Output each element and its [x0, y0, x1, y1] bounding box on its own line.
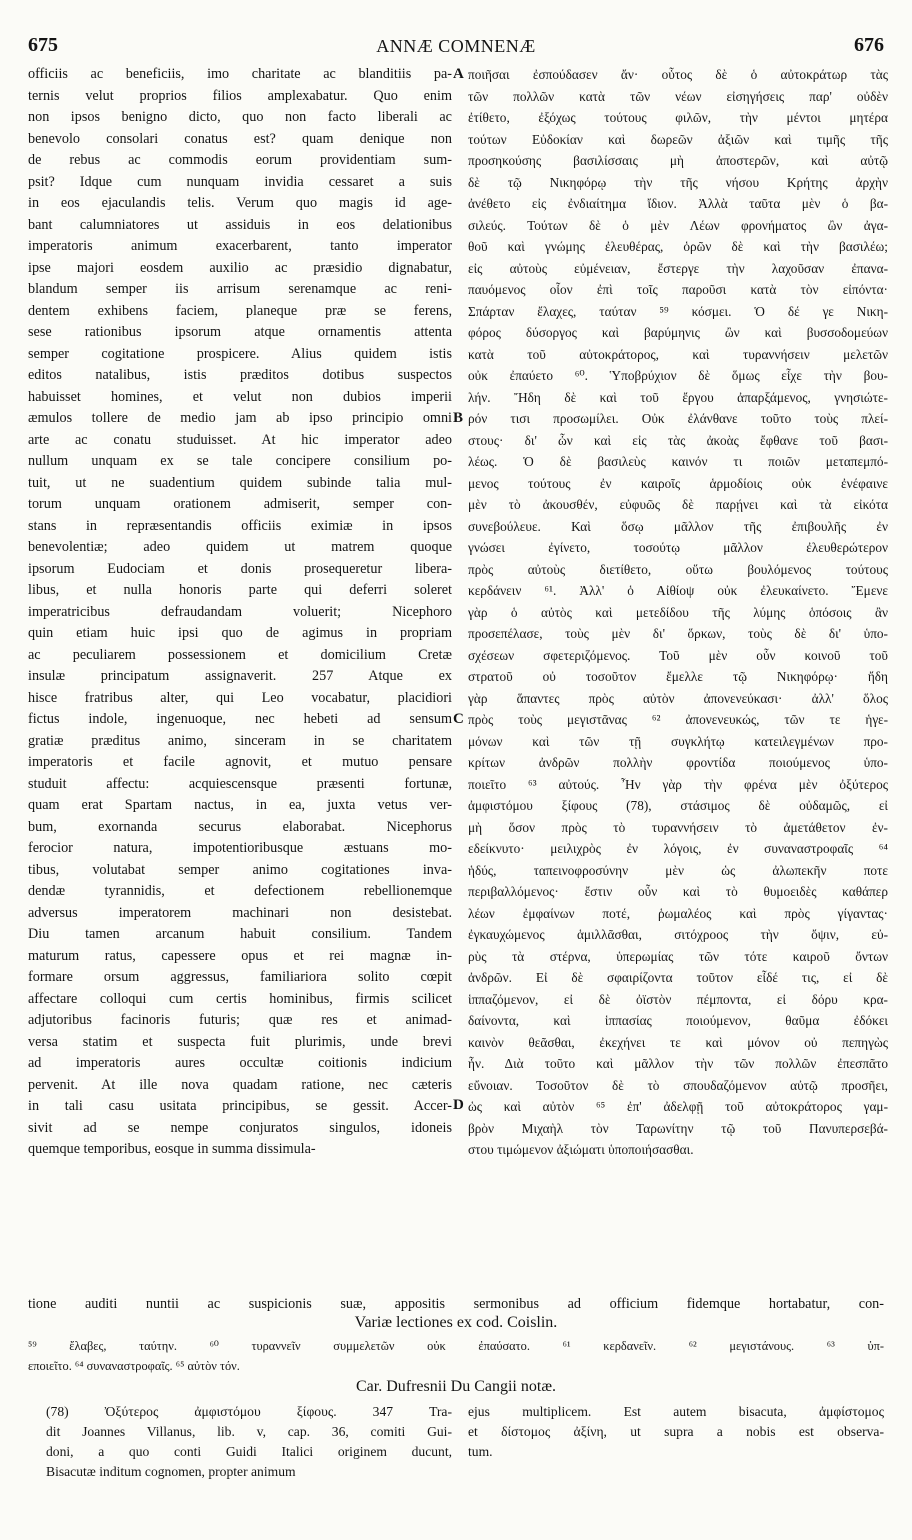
greek-lines-line: μενος τούτους ἐν καιροῖς ἁρμοδίοις οὐκ ἐνέφαινε: [468, 475, 888, 491]
greek-lines-line: ἀνδρῶν. Εἰ δὲ σφαιρίζοντα τοῦτον εἶδέ τις, εἰ δὲ: [468, 970, 888, 985]
greek-lines-line: σιλεύς. Τούτων δὲ ὁ μὲν Λέων φρονήματος ὢν ἀγα-: [468, 217, 888, 233]
greek-lines-line: ἀνέθετο εἰς ἐνδιαίτημα ἴδιον. Ἀλλὰ ταῦτα μὲν ὁ βα-: [468, 196, 888, 211]
greek-lines-line: κερδάνειν ⁶¹. Ἀλλ' ὁ Αἰθίοψ οὐκ ἐλευκαίνετο. Ἔμενε: [468, 583, 888, 598]
greek-lines-line: γὰρ ἅπαντες πρὸς αὐτὸν ἀπονενεύκασι· ἀλλ' ὅλος: [468, 690, 888, 706]
greek-lines-line: παυόμενος οἷον ἐπὶ τοῖς παροῦσι κατὰ τὸν εἰπόντα·: [468, 282, 888, 297]
greek-lines-line: εὔνοιαν. Τοσοῦτον δὲ τὸ σπουδαζόμενον αὐτῷ προσῆει,: [468, 1077, 888, 1093]
greek-lines-line: εδείκνυτο· μειλιχρὸς ἐν λόγοις, ἐν συναναστροφαῖς ⁶⁴: [468, 841, 888, 856]
greek-column: [468, 64, 888, 1161]
greek-lines-line: λέως. Ὁ δὲ βασιλεὺς καινόν τι ποιῶν μεταπεμπό-: [468, 454, 888, 469]
page-header: [28, 34, 884, 62]
notes-left-lines-line: dit Joannes Villanus, lib. v, cap. 36, comiti Gui-: [46, 1424, 452, 1439]
greek-lines-line: μόνων καὶ τῶν τῇ συγκλήτῳ κατειλεγμένων προ-: [468, 733, 888, 749]
greek-lines-line: σχέσεων σφετεριζόμενος. Τοῦ μὲν οὖν κοινοῦ τοῦ: [468, 647, 888, 663]
greek-lines-line: ἱππαζόμενον, εἰ δὲ ὀϊστὸν πέμποντα, εἰ δόρυ κρα-: [468, 991, 888, 1007]
greek-lines-line: Σπάρταν ἔλαχες, ταύταν ⁵⁹ κόσμει. Ὁ δέ γε Νικη-: [468, 303, 888, 319]
latin-lines-line: quemque temporibus, eosque in summa dissimula-: [28, 1141, 316, 1157]
latin-lines-line: versa statim et suspecta fuit plurimis, unde brevi: [28, 1033, 452, 1050]
latin-lines-line: tuit, ut ne suadentium quidem subinde talia mul-: [28, 474, 452, 491]
latin-lines-line: libus, et nulla honoris parte qui deferri soleret: [28, 582, 452, 598]
latin-lines-line: sivit ad se nempe conjuratos singulos, idoneis: [28, 1119, 452, 1136]
greek-lines-line: προσεπέλασε, τοὺς μὲν δι' ὅρκων, τοὺς δὲ δι' ὑπο-: [468, 626, 888, 641]
latin-lines-line: de rebus ac commodis eorum providentiam sum-: [28, 152, 452, 168]
latin-lines-line: in eos ejaculandis telis. Verum quo magis id age-: [28, 195, 452, 211]
latin-lines-line: semper cogitatione prospicere. Alius quidem istis: [28, 345, 452, 362]
greek-lines-line: στου τιμώμενον ἀξιώματι ὑποποιήσασθαι.: [468, 1142, 694, 1157]
greek-lines-line: προσηκούσης βασιλίσσαις μὴ ἀποστερῶν, καὶ αὐτῷ: [468, 153, 888, 168]
greek-lines-line: στρατοῦ οὐ τοσοῦτον ἔμελλε τῷ Νικηφόρῳ· ἤδη: [468, 669, 888, 684]
latin-lines-line: officiis ac beneficiis, imo charitate ac blanditiis pa-: [28, 66, 452, 82]
section-marker-d: D: [453, 1097, 464, 1113]
variae-lines: [28, 1336, 884, 1376]
greek-lines-line: λήν. Ἤδη δὲ καὶ τοῦ ἔργου ἀπαρξάμενος, γνησιώτε-: [468, 389, 888, 405]
greek-lines-line: μὲν τὸ ἀκουσθέν, εὐφυῶς δὲ παρῄνει καὶ τὰ εἰκότα: [468, 497, 888, 512]
greek-lines-line: ἦν. Διὰ τοῦτο καὶ μᾶλλον τὴν τῶν πολλῶν ἐπεσπᾶτο: [468, 1056, 888, 1071]
greek-lines-line: φόρος δύσοργος καὶ βαρύμηνις ὢν καὶ βυσσοδομεύων: [468, 325, 888, 340]
latin-lines-line: benevolentiæ; adeo quidem ut matrem quoque: [28, 539, 452, 555]
greek-lines-line: ἐγκαυχώμενος ἁμιλλᾶσθαι, σιτόχροος τὴν ὄψιν, εὐ-: [468, 927, 888, 942]
greek-lines-line: ἡδύς, ταπεινοφροσύνην μὲν ὡς ἀλωπεκῆν ποτε: [468, 862, 888, 878]
section-marker-a: A: [453, 66, 464, 82]
latin-lines-line: imperatricibus defraudandam voluerit; Nicephoro: [28, 603, 452, 620]
latin-lines-line: stans in repræsentandis officiis eximiæ in ipsos: [28, 517, 452, 534]
latin-lines-line: affectare colloqui cum certis hominibus, firmis scilicet: [28, 990, 452, 1007]
latin-lines-line: Diu tamen arcanum habuit consilium. Tandem: [28, 926, 452, 942]
greek-lines-line: κατὰ τοῦ αὐτοκράτορος, καὶ τυραννήσειν μελετῶν: [468, 346, 888, 362]
latin-lines-line: in tali casu usitata principibus, se gessit. Accer-: [28, 1098, 452, 1114]
greek-lines-line: λέων ἐμφαίνων ποτέ, ῥωμαλέος καὶ πρὸς γίγαντας·: [468, 905, 888, 921]
greek-lines-line: ποιῆσαι ἐσπούδασεν ἄν· οὗτος δὲ ὁ αὐτοκράτωρ τὰς: [468, 67, 888, 82]
latin-lines-line: studuit affectu: acquiescensque præsenti fortunæ,: [28, 775, 452, 792]
latin-lines-line: torum unquam orationem admiserit, semper con-: [28, 496, 452, 512]
latin-lines-line: blandum semper iis arrisum serenamque ac reni-: [28, 281, 452, 297]
latin-lines-line: dentem exhibens faciem, planeque præ se ferens,: [28, 302, 452, 319]
greek-lines-line: ποιεῖτο ⁶³ αὐτούς. Ἦν γὰρ τὴν φρένα μὲν ὀξύτερος: [468, 776, 888, 792]
notes-left-column: [46, 1402, 452, 1482]
greek-lines-line: περιβαλλόμενος· ἔστιν οὖν καὶ τὸ θυμοειδὲς καθάπερ: [468, 884, 888, 899]
variae-line: ⁵⁹ ἔλαβες, ταύτην. ⁶⁰ τυραννεῖν συμμελετῶν οὐκ ἐπαύσατο. ⁶¹ κερδανεῖν. ⁶² μεγιστάνους. ⁶³ ὑπ-: [28, 1339, 884, 1353]
greek-lines-line: εἰς αὐτοὺς εὐμένειαν, ἔστεργε τὴν λαχοῦσαν ἐπανα-: [468, 260, 888, 276]
latin-lines-line: æmulos tollere de medio jam ab ipso principio omni: [28, 410, 452, 426]
greek-lines-line: πρὸς τοὺς μεγιστᾶνας ⁶² ἀπονενευκώς, τῶν τε ἡγε-: [468, 712, 888, 727]
greek-lines-line: τῶν πολλῶν κατὰ τῶν νέων εἰσηγήσεις παρ' οὐδὲν: [468, 88, 888, 104]
greek-lines-line: βρὸν Μιχαὴλ τὸν Ταρωνίτην τῷ τοῦ Πανυπερσεβά-: [468, 1120, 888, 1136]
notes-right-lines-line: et δίστομος ἀξίνη, ut supra a nobis est observa-: [468, 1424, 884, 1439]
notes-left-lines-line: (78) Ὀξύτερος ἀμφιστόμου ξίφους. 347 Tra-: [46, 1404, 452, 1419]
greek-lines-line: στους· δι' ὧν καὶ εἰς τὰς ἀκοὰς ἔφθανε τοῦ βασι-: [468, 432, 888, 448]
latin-lines-line: tibus, volutabat semper animo cogitationes inva-: [28, 861, 452, 878]
notes-heading: Car. Dufresnii Du Cangii notæ.: [356, 1378, 556, 1395]
latin-lines-line: ac peculiarem possessionem et domicilium Cretæ: [28, 646, 452, 663]
latin-lines-line: ad imperatoris aures occultæ coitionis indicium: [28, 1055, 452, 1071]
greek-lines-line: ρὺς τὰ στέρνα, ὑπερωμίας τῶν τότε καιροῦ ὄντων: [468, 948, 888, 964]
variae-heading: Variæ lectiones ex cod. Coislin.: [354, 1314, 558, 1331]
greek-lines-line: γνώσει ἐγίνετο, τοσούτῳ μᾶλλον ἐλευθερώτερον: [468, 540, 888, 555]
greek-lines-line: πρὸς αὐτοὺς διετίθετο, οὕτω βουλόμενος τούτους: [468, 561, 888, 577]
latin-lines-line: bum, exornanda securus elaborabat. Nicephorus: [28, 818, 452, 835]
notes-left-lines-line: Bisacutæ inditum cognomen, propter animum: [46, 1464, 296, 1479]
latin-lines-line: adversus imperatorem machinari non desistebat.: [28, 904, 452, 921]
greek-lines-line: γὰρ ὁ αὐτὸς καὶ μετεδίδου τῆς λύμης ὁπόσοις ἂν: [468, 604, 888, 620]
latin-lines-line: psit? Idque cum nunquam invidia cessaret a suis: [28, 173, 452, 190]
variae-line: εποιεῖτο. ⁶⁴ συναναστροφαῖς. ⁶⁵ αὐτὸν τόν.: [28, 1359, 240, 1373]
greek-lines-line: δὲ τῷ Νικηφόρῳ τὴν τῆς νήσου Κρήτης ἀρχὴν: [468, 174, 888, 190]
section-marker-b: B: [453, 410, 464, 426]
latin-lines-line: insulæ principatum assignaverit. 257 Atque ex: [28, 668, 452, 684]
latin-column: [28, 64, 452, 1161]
latin-lines-line: non ipsos benigno dicto, quo non facto liberali ac: [28, 109, 452, 125]
latin-lines-line: maturum ratus, capessere opus et rei magnæ in-: [28, 947, 452, 964]
latin-lines-line: ternis velut proprios filios amplexabatur. Quo enim: [28, 87, 452, 104]
full-width-line: tione auditi nuntii ac suspicionis suæ, appositis sermonibus ad officium fidemque hortabatur, con-: [28, 1296, 884, 1312]
latin-lines-line: quin etiam huic ipsi quo de agimus in propriam: [28, 625, 452, 641]
greek-lines-line: κρίτων ἀνδρῶν πολλὴν φροντίδα ποιούμενος ὑπο-: [468, 755, 888, 770]
greek-lines-line: ἀμφιστόμου ξίφους (78), στάσιμος δὲ οὐδαμῶς, εἰ: [468, 798, 888, 813]
latin-lines-line: pervenit. At ille nova quadam ratione, nec cæteris: [28, 1076, 452, 1093]
greek-lines-line: τούτων Εὐδοκίαν καὶ δωρεῶν ἀξιῶν καὶ τιμῆς τῆς: [468, 131, 888, 147]
latin-lines-line: imperatoris animum exacerbarent, tanto imperator: [28, 238, 452, 254]
greek-lines-line: καινὸν θεᾶσθαι, ἐκεχήνει τε καὶ μόνον οὐ πεπηγὼς: [468, 1034, 888, 1050]
notes-right-column: [468, 1402, 884, 1462]
greek-lines-line: ἐτίθετο, ἐξόχως τούτους φιλῶν, τὴν μέντοι μητέρα: [468, 110, 888, 125]
greek-lines-line: θοῦ καὶ γνώμης ἐλευθέρας, ὁρῶν δὲ καὶ τὴν βασιλέω;: [468, 239, 888, 254]
greek-lines-line: δαίνοντα, καὶ ἱππασίας ποιούμενον, θαῦμα ἐδόκει: [468, 1013, 888, 1028]
greek-lines-line: μὴ ὅσον πρὸς τὸ τυραννήσειν τὸ ἀμετάθετον ἐν-: [468, 819, 888, 835]
latin-lines-line: ipse majori eosdem auxilio ac præsidio dignabatur,: [28, 259, 452, 276]
latin-lines-line: ferocior natura, impotentioribusque æstuans mo-: [28, 840, 452, 856]
latin-lines-line: ipsorum Eudociam et donis prosequeretur libera-: [28, 560, 452, 577]
latin-lines-line: arte ac conatu studuisset. At hic imperator adeo: [28, 431, 452, 448]
greek-lines-line: συνεβούλευε. Καὶ ὅσῳ μᾶλλον τῆς ἐπιβουλῆς ἐν: [468, 518, 888, 534]
greek-lines-line: ὡς καὶ αὐτὸν ⁶⁵ ἐπ' ἀδελφῇ τοῦ αὐτοκράτορος γαμ-: [468, 1099, 888, 1114]
latin-lines-line: gratiæ præditus animo, sinceram in se charitatem: [28, 732, 452, 749]
latin-lines-line: fictus indole, ingenuoque, nec hebeti ad sensum: [28, 711, 452, 727]
latin-lines-line: sese rationibus ipsorum atque ornamentis attenta: [28, 324, 452, 340]
latin-lines-line: quam erat Spartam nactus, in ea, juxta vetus ver-: [28, 797, 452, 813]
latin-lines-line: nullum unquam ex se tale concipere consilium po-: [28, 453, 452, 469]
section-marker-c: C: [453, 711, 464, 727]
running-title: ANNÆ COMNENÆ: [376, 36, 536, 56]
notes-right-lines-line: ejus multiplicem. Est autem bisacuta, ἀμφίστομος: [468, 1404, 884, 1419]
notes-right-lines-line: tum.: [468, 1444, 493, 1459]
greek-lines-line: ρόν τισι προσωμίλει. Οὐκ ἐλάνθανε τοῦτο τοὺς πλεί-: [468, 411, 888, 426]
notes-left-lines-line: doni, a quo conti Guidi Italici originem ducunt,: [46, 1444, 452, 1459]
latin-lines-line: dendæ tyrannidis, et defectionem rebellionemque: [28, 883, 452, 899]
latin-lines-line: bant calumniatores ut assiduis in eos delationibus: [28, 216, 452, 233]
latin-lines-line: adjutoribus facinoris futuris; quæ res et animad-: [28, 1012, 452, 1028]
latin-lines-line: formare orsum aggressus, familiariora solito cœpit: [28, 969, 452, 985]
latin-lines-line: editos natalibus, istis præditos dotibus suspectos: [28, 367, 452, 383]
latin-lines-line: habuisset homines, et velut non dubios imperii: [28, 388, 452, 405]
latin-lines-line: imperatoris et facile agnovit, et mutuo pensare: [28, 754, 452, 770]
right-page-number: 676: [854, 34, 884, 56]
latin-lines-line: benevolo consolari conatus est? quam denique non: [28, 130, 452, 147]
greek-lines-line: οὐκ ἐπαύετο ⁶⁰. Ὑποβρύχιον δὲ ὅμως εἶχε τὴν βου-: [468, 368, 888, 383]
latin-lines-line: hisce fratribus alter, qui Leo vocabatur, placidiori: [28, 689, 452, 706]
left-page-number: 675: [28, 34, 58, 56]
